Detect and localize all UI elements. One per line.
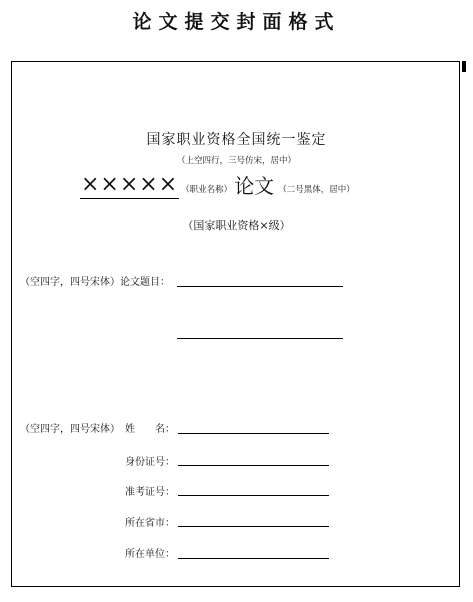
exam-number-label: 准考证号： xyxy=(125,487,175,498)
occupation-row xyxy=(80,172,355,199)
occupation-label: （职业名称） xyxy=(181,185,233,195)
topic-line-1 xyxy=(177,286,343,287)
page-title: 论文提交封面格式 xyxy=(132,11,341,33)
info-format-note: （空四字，四号宋体） xyxy=(20,424,120,435)
unit-line xyxy=(178,558,329,559)
paper-word: 论文 xyxy=(234,174,275,198)
exam-number-line xyxy=(178,495,329,496)
paper-format-note: （二号黑体，居中） xyxy=(278,185,355,195)
id-number-label: 身份证号： xyxy=(125,457,175,468)
corner-mark xyxy=(462,61,466,72)
topic-label: （空四字，四号宋体）论文题目： xyxy=(20,277,170,288)
exam-title: 国家职业资格全国统一鉴定 xyxy=(146,132,327,148)
province-line xyxy=(178,526,329,527)
unit-label: 所在单位： xyxy=(125,549,175,560)
occupation-placeholder: ××××× xyxy=(81,172,179,197)
exam-title-format-note: （上空四行，三号仿宋，居中） xyxy=(176,156,296,166)
name-label: 姓 名： xyxy=(125,424,175,435)
topic-line-2 xyxy=(177,338,343,339)
name-line xyxy=(178,433,329,434)
qualification-level: （国家职业资格×级） xyxy=(182,219,291,232)
province-label: 所在省市： xyxy=(125,518,175,529)
id-number-line xyxy=(178,465,329,466)
